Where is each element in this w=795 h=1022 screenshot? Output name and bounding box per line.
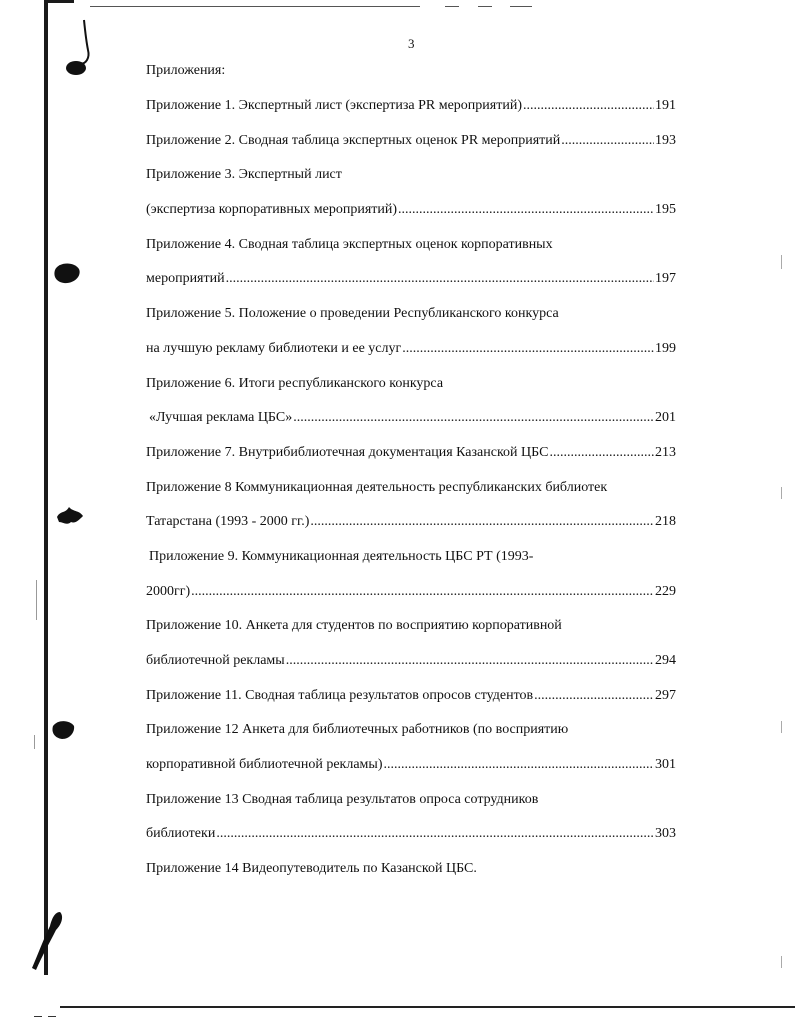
toc-entry (146, 616, 676, 651)
toc-leader-dots (226, 269, 654, 289)
toc-entry (146, 374, 676, 409)
toc-entry (146, 131, 676, 166)
scan-right-tick (781, 721, 782, 733)
scan-bottom-dash (34, 1016, 42, 1017)
toc-entry-continuation (146, 408, 676, 443)
toc-leader-dots (402, 339, 654, 359)
toc-entry-title: Приложение 6. Итоги республиканского конкурса (146, 375, 444, 391)
toc-entry-title: Приложение 10. Анкета для студентов по восприятию корпоративной (146, 618, 562, 634)
toc-entry-page: 197 (655, 271, 676, 287)
scan-bottom-dash (48, 1016, 56, 1017)
toc-entry-page: 229 (655, 583, 676, 599)
punch-hole-mark (52, 260, 82, 286)
toc-entry (146, 165, 676, 200)
toc-entry-title: Приложение 13 Сводная таблица результатов опроса сотрудников (146, 791, 539, 807)
toc-entry (146, 547, 676, 582)
toc-entry-title: Приложение 9. Коммуникационная деятельность ЦБС РТ (1993- (149, 548, 534, 564)
toc-entry-title: «Лучшая реклама ЦБС» (149, 410, 293, 426)
toc-leader-dots (216, 824, 654, 844)
toc-entry (146, 304, 676, 339)
toc-entry-page: 301 (655, 757, 676, 773)
toc-entry-page: 201 (655, 410, 676, 426)
toc-entry-continuation (146, 755, 676, 790)
scan-top-dash (478, 6, 492, 7)
toc-entry-title: Приложение 5. Положение о проведении Республиканского конкурса (146, 306, 559, 322)
toc-entry-continuation (146, 582, 676, 617)
toc-entry-continuation (146, 269, 676, 304)
toc-entry-page: 213 (655, 444, 676, 460)
toc-entry-title: библиотеки (146, 826, 216, 842)
scan-left-border (44, 0, 48, 975)
toc-entry-page: 294 (655, 653, 676, 668)
scan-top-dash (510, 6, 532, 7)
toc-leader-dots (286, 651, 654, 671)
toc-entry-page: 195 (655, 202, 676, 218)
toc-entry-title: 2000гг) (146, 583, 191, 599)
toc-entry-page: 303 (655, 826, 676, 842)
toc-leader-dots (549, 443, 654, 463)
toc-entry-page: 297 (655, 687, 676, 703)
toc-leader-dots (310, 512, 654, 532)
toc-entry-page: 193 (655, 132, 676, 148)
toc-entry-page: 191 (655, 98, 676, 113)
ink-hook-mark (62, 18, 98, 80)
toc-entry-title: Приложение 4. Сводная таблица экспертных оценок корпоративных (146, 236, 553, 252)
scan-left-tick (34, 735, 35, 749)
toc-entry-title: Приложение 8 Коммуникационная деятельность республиканских библиотек (146, 479, 608, 495)
toc-leader-dots (534, 686, 654, 706)
scan-left-tick (36, 580, 37, 620)
scan-right-tick (781, 487, 782, 499)
toc-entry (146, 96, 676, 131)
toc-entry-continuation (146, 651, 676, 686)
toc-entry-title: (экспертиза корпоративных мероприятий) (146, 202, 398, 218)
toc-entry-title: Приложение 7. Внутрибиблиотечная документация Казанской ЦБС (146, 444, 549, 460)
toc-entry (146, 720, 676, 755)
scan-right-tick (781, 956, 782, 968)
toc-entry-title: библиотечной рекламы (146, 653, 285, 668)
toc-entry-title: Приложение 14 Видеопутеводитель по Казанской ЦБС. (146, 861, 477, 877)
toc-entry-title: Татарстана (1993 - 2000 гг.) (146, 514, 310, 530)
toc-leader-dots (561, 131, 654, 151)
toc-entry-title: на лучшую рекламу библиотеки и ее услуг (146, 340, 402, 356)
toc-entry-title: Приложение 11. Сводная таблица результатов опросов студентов (146, 687, 534, 703)
punch-hole-mark (50, 718, 76, 742)
toc-entry (146, 790, 676, 825)
toc-entry-page: 199 (655, 340, 676, 356)
toc-entry-title: Приложение 3. Экспертный лист (146, 167, 342, 183)
toc-entry (146, 443, 676, 478)
toc-entry (146, 235, 676, 270)
toc-entry-title: корпоративной библиотечной рекламы) (146, 757, 383, 773)
toc-leader-dots (293, 408, 654, 428)
toc-entry-continuation (146, 512, 676, 547)
toc-leader-dots (383, 755, 654, 775)
toc-entry-continuation (146, 200, 676, 235)
toc-leader-dots (398, 200, 654, 220)
scan-right-tick (781, 255, 782, 269)
toc-entry-title: мероприятий (146, 271, 225, 287)
toc-entry (146, 478, 676, 513)
scan-bottom-border (60, 1006, 795, 1008)
toc-entry-title: Приложение 12 Анкета для библиотечных работников (по восприятию (146, 722, 569, 738)
toc-leader-dots (523, 96, 654, 116)
toc-entry-title: Приложение 1. Экспертный лист (экспертиза PR мероприятий) (146, 98, 522, 113)
toc-entry (146, 686, 676, 721)
appendix-heading: Приложения: (146, 63, 226, 78)
toc-entry-continuation (146, 824, 676, 859)
appendix-toc (146, 96, 676, 894)
scan-top-dash (445, 6, 459, 7)
toc-leader-dots (191, 582, 654, 602)
scan-top-border (44, 0, 74, 3)
toc-entry (146, 859, 676, 894)
punch-hole-mark (55, 502, 85, 532)
toc-entry-title: Приложение 2. Сводная таблица экспертных оценок PR мероприятий (146, 132, 561, 148)
toc-entry-continuation (146, 339, 676, 374)
scan-top-line (90, 6, 420, 7)
ink-slash-mark (28, 908, 70, 974)
toc-entry-page: 218 (655, 514, 676, 530)
page-number: 3 (408, 36, 415, 51)
